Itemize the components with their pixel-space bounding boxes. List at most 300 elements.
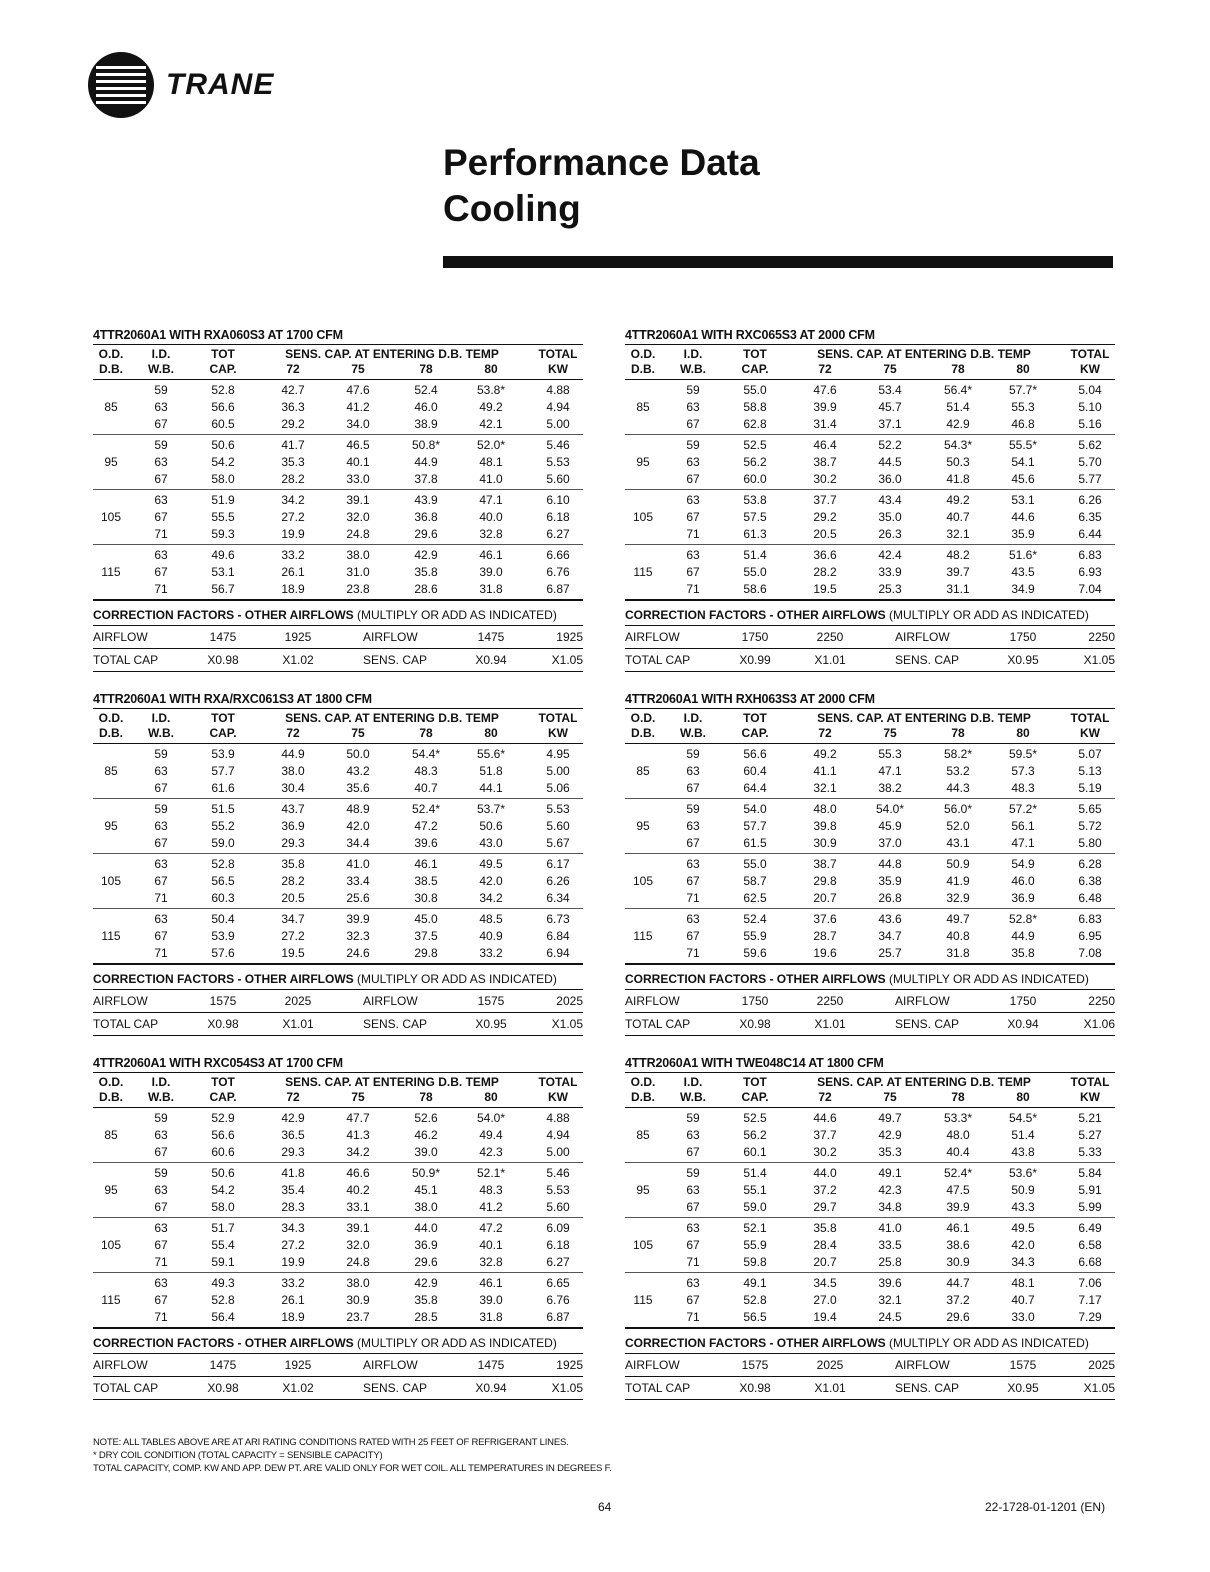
table-cell: 50.9: [1011, 1183, 1035, 1197]
cf-label-sens-cap: SENS. CAP: [895, 1381, 960, 1395]
page-number: 64: [598, 1500, 612, 1514]
performance-table: [93, 690, 583, 1036]
table-cell: 38.7: [813, 857, 837, 871]
table-cell: 36.8: [414, 510, 438, 524]
cf-label-airflow: AIRFLOW: [625, 630, 680, 644]
table-cell: 54.9: [1011, 857, 1035, 871]
table-cell: 41.9: [946, 874, 970, 888]
table-cell: 63: [686, 1128, 700, 1142]
table-cell: 58.8: [743, 400, 767, 414]
col-header-75: 75: [351, 726, 365, 740]
table-cell: 37.7: [813, 1128, 837, 1142]
table-cell: 19.9: [281, 527, 305, 541]
cf-airflow-value: 1475: [209, 1358, 237, 1372]
table-cell: 67: [686, 472, 700, 486]
table-cell: 49.5: [1011, 1221, 1035, 1235]
correction-factors-title: [93, 969, 583, 989]
table-row: [625, 437, 1115, 454]
table-row: [625, 416, 1115, 433]
cf-label-airflow: AIRFLOW: [625, 1358, 680, 1372]
table-cell: 54.0*: [875, 802, 905, 816]
table-cell: 35.9: [1011, 527, 1035, 541]
table-row: [93, 1165, 583, 1182]
table-cell: 42.0: [346, 819, 370, 833]
cf-title-bold: CORRECTION FACTORS - OTHER AIRFLOWS: [93, 608, 354, 622]
table-cell: 55.9: [743, 929, 767, 943]
table-cell: 59.0: [743, 1200, 767, 1214]
table-cell: 5.19: [1078, 781, 1102, 795]
correction-factors-title: [93, 1333, 583, 1353]
cf-label-total-cap: TOTAL CAP: [93, 653, 159, 667]
table-cell: 6.93: [1078, 565, 1102, 579]
table-cell: 60.4: [743, 764, 767, 778]
table-cell: 71: [154, 527, 168, 541]
table-cell: 35.6: [346, 781, 370, 795]
table-cell: 37.0: [878, 836, 902, 850]
table-cell: 54.0: [743, 802, 767, 816]
table-cell: 5.53: [546, 1183, 570, 1197]
table-cell: 53.1: [211, 565, 235, 579]
table-cell: 37.8: [414, 472, 438, 486]
table-cell: 51.7: [211, 1221, 235, 1235]
table-cell: 46.0: [1011, 874, 1035, 888]
table-cell: 46.8: [1011, 417, 1035, 431]
table-cell: 45.0: [414, 912, 438, 926]
cf-airflow-value: 1925: [284, 630, 312, 644]
table-cell: 59: [686, 802, 700, 816]
table-cell: 52.8: [743, 1293, 767, 1307]
table-cell: 35.0: [878, 510, 902, 524]
table-cell: 57.2*: [1008, 802, 1038, 816]
table-cell: 6.87: [546, 1310, 570, 1324]
table-cell: 56.4: [211, 1310, 235, 1324]
table-cell: 71: [154, 891, 168, 905]
table-row: [93, 801, 583, 818]
page-title: [443, 140, 760, 232]
cf-airflow-value: 1575: [1009, 1358, 1037, 1372]
col-header-kw: KW: [548, 1090, 568, 1104]
table-cell: 48.0: [946, 1128, 970, 1142]
table-cell: 54.2: [211, 455, 235, 469]
table-cell: 46.6: [346, 1166, 370, 1180]
table-cell: 29.2: [813, 510, 837, 524]
table-cell: 52.5: [743, 1111, 767, 1125]
table-row: [625, 1309, 1115, 1326]
cf-title-rest: (MULTIPLY OR ADD AS INDICATED): [885, 608, 1089, 622]
table-cell: 29.7: [813, 1200, 837, 1214]
table-cell: 42.9: [878, 1128, 902, 1142]
cf-label-airflow: AIRFLOW: [895, 994, 950, 1008]
table-cell: 52.4: [414, 383, 438, 397]
table-cell: 37.2: [813, 1183, 837, 1197]
od-group: [93, 854, 583, 909]
table-cell: 38.0: [281, 764, 305, 778]
table-cell: 7.06: [1078, 1276, 1102, 1290]
table-cell: 41.0: [346, 857, 370, 871]
table-cell: 25.3: [878, 582, 902, 596]
col-header-80: 80: [484, 362, 498, 376]
od-group: [625, 909, 1115, 965]
performance-table: [93, 326, 583, 672]
table-cell: 5.00: [546, 1145, 570, 1159]
od-db-value: 105: [632, 510, 654, 524]
table-cell: 71: [686, 1310, 700, 1324]
table-cell: 43.9: [414, 493, 438, 507]
table-row: [625, 1292, 1115, 1309]
table-cell: 67: [154, 565, 168, 579]
table-cell: 63: [686, 1276, 700, 1290]
table-cell: 63: [686, 455, 700, 469]
table-cell: 6.28: [1078, 857, 1102, 871]
trane-logo-icon: [88, 52, 154, 118]
od-db-value: 85: [104, 764, 118, 778]
table-cell: 41.2: [346, 400, 370, 414]
table-cell: 27.2: [281, 1238, 305, 1252]
table-cell: 5.99: [1078, 1200, 1102, 1214]
table-cell: 52.9: [211, 1111, 235, 1125]
table-cell: 50.9: [946, 857, 970, 871]
title-rule: [443, 256, 1113, 268]
table-cell: 33.0: [346, 472, 370, 486]
table-cell: 60.1: [743, 1145, 767, 1159]
table-cell: 54.1: [1011, 455, 1035, 469]
table-cell: 6.09: [546, 1221, 570, 1235]
table-cell: 47.5: [946, 1183, 970, 1197]
table-row: [93, 890, 583, 907]
table-cell: 42.9: [946, 417, 970, 431]
table-cell: 67: [686, 565, 700, 579]
col-header-sens-cap: SENS. CAP. AT ENTERING D.B. TEMP: [285, 711, 499, 725]
table-cell: 6.17: [546, 857, 570, 871]
cf-airflow-value: 1575: [741, 1358, 769, 1372]
table-cell: 52.8*: [1008, 912, 1038, 926]
table-cell: 5.13: [1078, 764, 1102, 778]
table-cell: 52.0*: [476, 438, 506, 452]
table-cell: 20.5: [281, 891, 305, 905]
cf-total-cap-value: X0.98: [207, 653, 239, 667]
cf-total-cap-value: X1.02: [282, 653, 314, 667]
table-row: [93, 509, 583, 526]
table-cell: 4.88: [546, 383, 570, 397]
table-cell: 67: [154, 510, 168, 524]
col-header-total: TOTAL: [538, 711, 578, 725]
table-cell: 41.0: [878, 1221, 902, 1235]
table-cell: 67: [686, 836, 700, 850]
table-cell: 40.2: [346, 1183, 370, 1197]
col-header-75: 75: [351, 362, 365, 376]
table-cell: 55.5: [211, 510, 235, 524]
table-cell: 5.53: [546, 802, 570, 816]
cf-sens-cap-value: X1.05: [551, 653, 583, 667]
table-cell: 67: [686, 1293, 700, 1307]
table-row: [625, 780, 1115, 797]
table-cell: 48.3: [479, 1183, 503, 1197]
col-header-kw: KW: [548, 362, 568, 376]
col-header-tot: TOT: [743, 347, 767, 361]
col-header-total: TOTAL: [538, 347, 578, 361]
table-cell: 5.46: [546, 438, 570, 452]
table-cell: 67: [154, 1238, 168, 1252]
cf-total-cap-value: X1.01: [814, 1381, 846, 1395]
table-cell: 50.0: [346, 747, 370, 761]
table-cell: 59: [154, 747, 168, 761]
col-header-78: 78: [419, 1090, 433, 1104]
col-header-kw: KW: [1080, 1090, 1100, 1104]
table-cell: 6.87: [546, 582, 570, 596]
od-group: [93, 1273, 583, 1329]
table-cell: 63: [686, 912, 700, 926]
table-cell: 6.44: [1078, 527, 1102, 541]
table-cell: 67: [154, 781, 168, 795]
col-header-kw: KW: [1080, 362, 1100, 376]
table-row: [625, 1275, 1115, 1292]
table-cell: 67: [686, 1200, 700, 1214]
col-header-db: D.B.: [631, 1090, 655, 1104]
table-cell: 59.0: [211, 836, 235, 850]
table-cell: 28.2: [281, 874, 305, 888]
table-cell: 54.0*: [476, 1111, 506, 1125]
col-header-kw: KW: [548, 726, 568, 740]
table-cell: 41.3: [346, 1128, 370, 1142]
od-group: [625, 1163, 1115, 1218]
table-cell: 60.6: [211, 1145, 235, 1159]
table-cell: 33.1: [346, 1200, 370, 1214]
od-db-value: 115: [101, 929, 121, 943]
cf-label-total-cap: TOTAL CAP: [93, 1017, 159, 1031]
table-cell: 6.34: [546, 891, 570, 905]
table-row: [625, 1237, 1115, 1254]
table-cell: 43.0: [479, 836, 503, 850]
table-cell: 39.1: [346, 493, 370, 507]
table-cell: 53.4: [878, 383, 902, 397]
table-cell: 63: [686, 1183, 700, 1197]
cf-label-sens-cap: SENS. CAP: [895, 1017, 960, 1031]
table-cell: 31.8: [479, 1310, 503, 1324]
od-group: [93, 380, 583, 435]
table-cell: 49.1: [743, 1276, 767, 1290]
table-cell: 41.8: [946, 472, 970, 486]
table-cell: 46.5: [346, 438, 370, 452]
table-cell: 5.60: [546, 472, 570, 486]
table-cell: 28.7: [813, 929, 837, 943]
table-cell: 44.1: [479, 781, 503, 795]
col-header-75: 75: [351, 1090, 365, 1104]
cf-airflow-value: 1475: [209, 630, 237, 644]
table-cell: 71: [686, 527, 700, 541]
table-cell: 67: [686, 510, 700, 524]
table-cell: 29.2: [281, 417, 305, 431]
table-cell: 52.1: [743, 1221, 767, 1235]
table-cell: 46.1: [479, 548, 503, 562]
cf-airflow-value: 2025: [1088, 1358, 1115, 1372]
table-cell: 39.0: [414, 1145, 438, 1159]
table-cell: 44.8: [878, 857, 902, 871]
table-cell: 5.21: [1078, 1111, 1102, 1125]
table-header: [625, 344, 1115, 380]
table-cell: 32.8: [479, 527, 503, 541]
table-cell: 52.4*: [411, 802, 441, 816]
table-row: [625, 1220, 1115, 1237]
table-cell: 56.4*: [943, 383, 973, 397]
table-cell: 57.6: [211, 946, 235, 960]
table-cell: 71: [686, 946, 700, 960]
table-cell: 30.4: [281, 781, 305, 795]
cf-airflow-value: 1575: [477, 994, 505, 1008]
table-cell: 41.0: [479, 472, 503, 486]
col-header-72: 72: [286, 726, 300, 740]
col-header-od: O.D.: [630, 711, 656, 725]
table-cell: 50.6: [211, 438, 235, 452]
table-cell: 55.3: [878, 747, 902, 761]
table-cell: 31.1: [946, 582, 970, 596]
table-cell: 67: [686, 417, 700, 431]
table-cell: 50.6: [211, 1166, 235, 1180]
table-cell: 49.4: [479, 1128, 503, 1142]
table-cell: 19.6: [813, 946, 837, 960]
table-cell: 53.6*: [1008, 1166, 1038, 1180]
cf-title-bold: CORRECTION FACTORS - OTHER AIRFLOWS: [625, 608, 886, 622]
table-cell: 51.5: [211, 802, 235, 816]
col-header-tot: TOT: [211, 1075, 235, 1089]
table-row: [625, 399, 1115, 416]
od-db-value: 95: [636, 1183, 650, 1197]
table-cell: 59.8: [743, 1255, 767, 1269]
od-group: [93, 744, 583, 799]
table-cell: 29.6: [946, 1310, 970, 1324]
table-cell: 49.7: [946, 912, 970, 926]
table-cell: 41.2: [479, 1200, 503, 1214]
table-cell: 5.67: [546, 836, 570, 850]
table-cell: 67: [686, 929, 700, 943]
note-line: * DRY COIL CONDITION (TOTAL CAPACITY = SENSIBLE CAPACITY): [93, 1450, 383, 1461]
od-db-value: 85: [636, 400, 650, 414]
table-cell: 43.8: [1011, 1145, 1035, 1159]
table-cell: 38.7: [813, 455, 837, 469]
table-cell: 67: [686, 1238, 700, 1252]
cf-title-bold: CORRECTION FACTORS - OTHER AIRFLOWS: [93, 972, 354, 986]
table-cell: 59: [154, 1111, 168, 1125]
col-header-cap: CAP.: [209, 726, 237, 740]
table-cell: 32.0: [346, 510, 370, 524]
table-row: [93, 492, 583, 509]
table-cell: 6.27: [546, 527, 570, 541]
table-cell: 59: [154, 1166, 168, 1180]
cf-sens-cap-value: X1.05: [551, 1381, 583, 1395]
table-cell: 63: [686, 1221, 700, 1235]
table-cell: 59: [686, 1166, 700, 1180]
table-cell: 55.0: [743, 857, 767, 871]
table-cell: 35.8: [1011, 946, 1035, 960]
table-cell: 26.1: [281, 1293, 305, 1307]
table-cell: 30.2: [813, 472, 837, 486]
table-cell: 31.0: [346, 565, 370, 579]
col-header-75: 75: [883, 362, 897, 376]
table-cell: 5.91: [1078, 1183, 1102, 1197]
col-header-id: I.D.: [683, 711, 703, 725]
table-cell: 6.48: [1078, 891, 1102, 905]
cf-airflow-value: 2250: [1088, 630, 1115, 644]
table-cell: 43.5: [1011, 565, 1035, 579]
table-cell: 6.66: [546, 548, 570, 562]
table-cell: 44.9: [281, 747, 305, 761]
table-cell: 35.8: [414, 1293, 438, 1307]
table-cell: 40.7: [946, 510, 970, 524]
od-group: [625, 490, 1115, 545]
cf-airflow-value: 2250: [816, 630, 844, 644]
table-cell: 49.3: [211, 1276, 235, 1290]
table-cell: 67: [154, 929, 168, 943]
cf-airflow-value: 2025: [816, 1358, 844, 1372]
table-cell: 50.6: [479, 819, 503, 833]
table-cell: 36.0: [878, 472, 902, 486]
table-row: [625, 746, 1115, 763]
table-cell: 6.10: [546, 493, 570, 507]
table-cell: 50.8*: [411, 438, 441, 452]
table-row: [625, 928, 1115, 945]
table-cell: 36.9: [1011, 891, 1035, 905]
table-cell: 7.29: [1078, 1310, 1102, 1324]
col-header-72: 72: [286, 1090, 300, 1104]
table-cell: 52.2: [878, 438, 902, 452]
table-cell: 42.1: [479, 417, 503, 431]
table-row: [93, 818, 583, 835]
col-header-wb: W.B.: [148, 362, 174, 376]
table-cell: 53.9: [211, 929, 235, 943]
table-cell: 33.5: [878, 1238, 902, 1252]
cf-airflow-row: [93, 1353, 583, 1376]
table-row: [93, 928, 583, 945]
table-cell: 47.1: [878, 764, 902, 778]
table-row: [93, 856, 583, 873]
col-header-75: 75: [883, 1090, 897, 1104]
table-cell: 55.0: [743, 565, 767, 579]
table-cell: 44.9: [414, 455, 438, 469]
col-header-id: I.D.: [683, 347, 703, 361]
table-cell: 71: [154, 946, 168, 960]
cf-capacity-row: [625, 1376, 1115, 1400]
cf-title-bold: CORRECTION FACTORS - OTHER AIRFLOWS: [625, 1336, 886, 1350]
table-row: [93, 1237, 583, 1254]
cf-title-bold: CORRECTION FACTORS - OTHER AIRFLOWS: [625, 972, 886, 986]
cf-title-rest: (MULTIPLY OR ADD AS INDICATED): [885, 1336, 1089, 1350]
table-cell: 51.4: [946, 400, 970, 414]
table-cell: 19.9: [281, 1255, 305, 1269]
cf-airflow-value: 1925: [556, 630, 583, 644]
table-cell: 52.4*: [943, 1166, 973, 1180]
table-header: [625, 1072, 1115, 1108]
table-cell: 5.00: [546, 417, 570, 431]
cf-airflow-value: 2250: [1088, 994, 1115, 1008]
table-cell: 63: [154, 857, 168, 871]
cf-total-cap-value: X1.02: [282, 1381, 314, 1395]
table-cell: 59.3: [211, 527, 235, 541]
table-cell: 60.5: [211, 417, 235, 431]
table-cell: 6.18: [546, 1238, 570, 1252]
col-header-od: O.D.: [98, 347, 124, 361]
col-header-wb: W.B.: [680, 726, 706, 740]
table-cell: 56.2: [743, 1128, 767, 1142]
od-db-value: 95: [636, 819, 650, 833]
table-cell: 50.3: [946, 455, 970, 469]
table-cell: 46.1: [479, 1276, 503, 1290]
table-cell: 47.2: [479, 1221, 503, 1235]
table-cell: 46.1: [946, 1221, 970, 1235]
table-cell: 36.9: [414, 1238, 438, 1252]
table-cell: 34.2: [346, 1145, 370, 1159]
table-cell: 63: [154, 493, 168, 507]
table-cell: 44.0: [813, 1166, 837, 1180]
table-cell: 5.04: [1078, 383, 1102, 397]
